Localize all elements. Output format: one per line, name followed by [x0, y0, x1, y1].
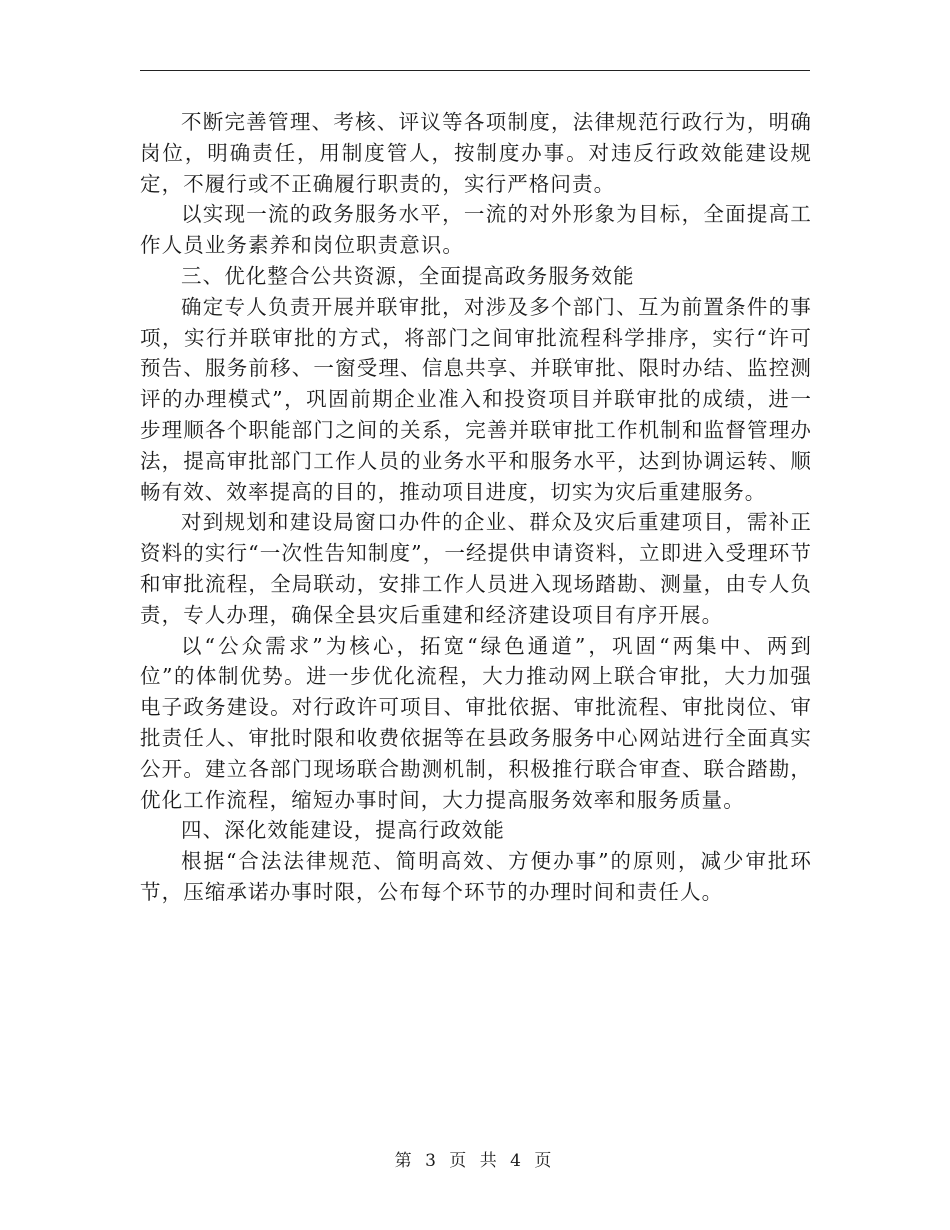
document-body — [140, 107, 812, 908]
header-rule — [140, 70, 810, 71]
section-heading: 三、优化整合公共资源，全面提高政务服务效能 — [181, 263, 635, 288]
page-number-label: 第 3 页 共 4 页 — [394, 1151, 556, 1171]
paragraph: 不断完善管理、考核、评议等各项制度，法律规范行政行为，明确岗位，明确责任，用制度管人，按制度办事。对违反行政效能建设规定，不履行或不正确履行职责的，实行严格问责。 — [140, 110, 812, 196]
section-heading: 四、深化效能建设，提高行政效能 — [181, 818, 505, 843]
paragraph: 以“公众需求”为核心，拓宽“绿色通道”，巩固“两集中、两到位”的体制优势。进一步优化流程，大力推动网上联合审批，大力加强电子政务建设。对行政许可项目、审批依据、审批流程、审批岗位、审批责任人、审批时限和收费依据等在县政务服务中心网站进行全面真实公开。建立各部门现场联合勘测机制，积极推行联合审查、联合踏勘，优化工作流程，缩短办事时间，大力提高服务效率和服务质量。 — [140, 633, 812, 812]
paragraph: 根据“合法法律规范、简明高效、方便办事”的原则，减少审批环节，压缩承诺办事时限，公布每个环节的办理时间和责任人。 — [140, 849, 812, 904]
paragraph: 对到规划和建设局窗口办件的企业、群众及灾后重建项目，需补正资料的实行“一次性告知制度”，一经提供申请资料，立即进入受理环节和审批流程，全局联动，安排工作人员进入现场踏勘、测量，由专人负责，专人办理，确保全县灾后重建和经济建设项目有序开展。 — [140, 510, 812, 627]
paragraph: 以实现一流的政务服务水平，一流的对外形象为目标，全面提高工作人员业务素养和岗位职责意识。 — [140, 202, 812, 258]
paragraph: 确定专人负责开展并联审批，对涉及多个部门、互为前置条件的事项，实行并联审批的方式，将部门之间审批流程科学排序，实行“许可预告、服务前移、一窗受理、信息共享、并联审批、限时办结、监控测评的办理模式”，巩固前期企业准入和投资项目并联审批的成绩，进一步理顺各个职能部门之间的关系，完善并联审批工作机制和监督管理办法，提高审批部门工作人员的业务水平和服务水平，达到协调运转、顺畅有效、效率提高的目的，推动项目进度，切实为灾后重建服务。 — [140, 294, 812, 504]
page-footer — [0, 1146, 950, 1171]
